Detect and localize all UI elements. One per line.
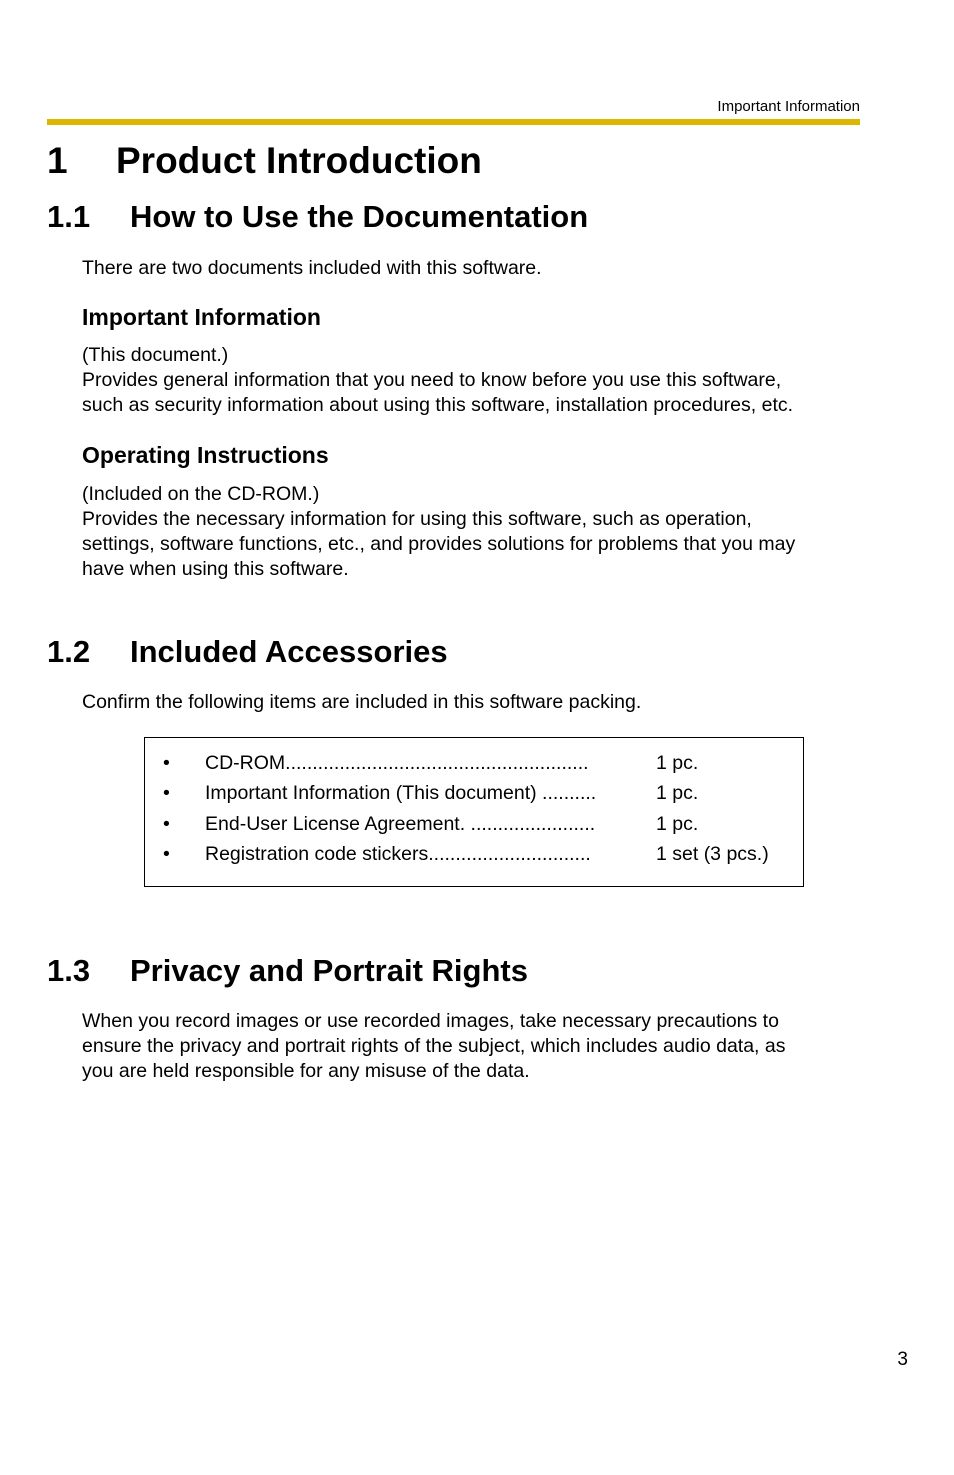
- section-intro: There are two documents included with this software.: [82, 257, 542, 279]
- section-heading-1-2: [47, 634, 448, 670]
- body-line: When you record images or use recorded images, take necessary precautions to: [82, 1010, 779, 1032]
- section-body-privacy: [82, 1009, 872, 1084]
- header-rule: [47, 119, 860, 125]
- section-intro: Confirm the following items are included in this software packing.: [82, 691, 642, 713]
- item-quantity: 1 set (3 pcs.): [656, 843, 769, 865]
- chapter-title: Product Introduction: [116, 140, 482, 181]
- subsection-heading-important-information: Important Information: [82, 304, 321, 330]
- section-title: Privacy and Portrait Rights: [130, 953, 528, 988]
- list-item: [145, 843, 805, 871]
- chapter-number: 1: [47, 140, 68, 181]
- body-line: Provides the necessary information for using this software, such as operation,: [82, 508, 752, 530]
- running-header: Important Information: [717, 98, 860, 115]
- chapter-heading: [47, 140, 482, 182]
- section-title: How to Use the Documentation: [130, 199, 589, 234]
- bullet: •: [163, 782, 170, 804]
- subsection-body-operating-instructions: [82, 482, 872, 582]
- section-title: Included Accessories: [130, 634, 448, 669]
- subsection-note: (This document.): [82, 344, 229, 366]
- item-quantity: 1 pc.: [656, 813, 699, 835]
- page-number: 3: [897, 1349, 908, 1370]
- bullet: •: [163, 843, 170, 865]
- section-heading-1-3: [47, 953, 528, 989]
- subsection-heading-operating-instructions: Operating Instructions: [82, 442, 329, 468]
- list-item: [145, 813, 805, 841]
- subsection-body-important-information: [82, 343, 872, 418]
- section-heading-1-1: [47, 199, 588, 235]
- item-name: End-User License Agreement. .......................: [205, 813, 596, 835]
- body-line: have when using this software.: [82, 558, 349, 580]
- bullet: •: [163, 813, 170, 835]
- item-name: Registration code stickers..............................: [205, 843, 591, 865]
- accessories-box: [144, 737, 804, 887]
- subsection-note: (Included on the CD-ROM.): [82, 483, 320, 505]
- section-number: 1.2: [47, 634, 91, 669]
- body-line: you are held responsible for any misuse of the data.: [82, 1060, 530, 1082]
- list-item: [145, 752, 805, 780]
- body-line: Provides general information that you need to know before you use this software,: [82, 369, 782, 391]
- body-line: settings, software functions, etc., and provides solutions for problems that you may: [82, 533, 796, 555]
- list-item: [145, 782, 805, 810]
- bullet: •: [163, 752, 170, 774]
- body-line: ensure the privacy and portrait rights of the subject, which includes audio data, as: [82, 1035, 786, 1057]
- item-name: Important Information (This document) ..........: [205, 782, 597, 804]
- item-quantity: 1 pc.: [656, 782, 699, 804]
- section-number: 1.1: [47, 199, 91, 234]
- item-name: CD-ROM........................................................: [205, 752, 589, 774]
- item-quantity: 1 pc.: [656, 752, 699, 774]
- section-number: 1.3: [47, 953, 91, 988]
- body-line: such as security information about using this software, installation procedures, etc.: [82, 394, 794, 416]
